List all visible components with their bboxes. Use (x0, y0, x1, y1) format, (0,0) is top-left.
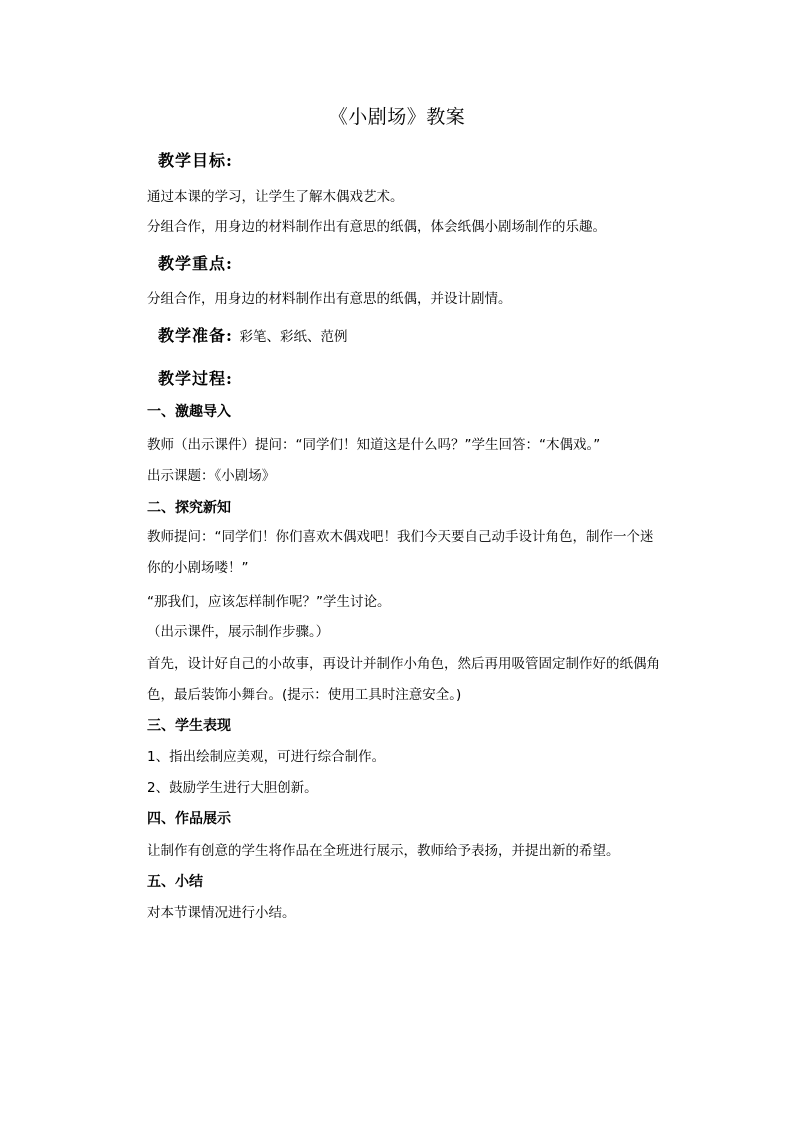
objectives-heading: 教学目标: (158, 151, 233, 170)
process-heading: 教学过程: (158, 369, 233, 388)
step-line: 2、鼓励学生进行大胆创新。 (147, 780, 318, 796)
preparation-heading: 教学准备: (158, 326, 233, 345)
preparation-content: 彩笔、彩纸、范例 (239, 329, 348, 345)
step-heading: 四、作品展示 (147, 811, 231, 827)
key-points-line: 分组合作，用身边的材料制作出有意思的纸偶，并设计剧情。 (147, 291, 512, 307)
key-points-heading: 教学重点: (158, 254, 233, 273)
step-line: 色，最后装饰小舞台。(提示：使用工具时注意安全。) (147, 687, 462, 703)
step-line: 出示课题：《小剧场》 (147, 468, 276, 484)
document-title: 《小剧场》教案 (328, 106, 466, 128)
objectives-line: 通过本课的学习，让学生了解木偶戏艺术。 (147, 189, 404, 205)
step-line: 教师提问：“同学们！你们喜欢木偶戏吧！我们今天要自己动手设计角色，制作一个迷 (147, 529, 654, 545)
step-line: 首先，设计好自己的小故事，再设计并制作小角色，然后再用吸管固定制作好的纸偶角 (147, 656, 660, 672)
step-line: 你的小剧场喽！” (147, 560, 249, 576)
objectives-line: 分组合作，用身边的材料制作出有意思的纸偶，体会纸偶小剧场制作的乐趣。 (147, 219, 606, 235)
step-line: “那我们，应该怎样制作呢？”学生讨论。 (147, 594, 391, 610)
step-line: 对本节课情况进行小结。 (147, 905, 296, 921)
step-heading: 一、激趣导入 (147, 404, 231, 420)
preparation-line (158, 325, 348, 348)
step-line: 1、指出绘制应美观，可进行综合制作。 (147, 749, 386, 765)
step-heading: 二、探究新知 (147, 500, 231, 516)
step-heading: 三、学生表现 (147, 718, 231, 734)
step-line: （出示课件，展示制作步骤。） (147, 624, 330, 640)
step-line: 让制作有创意的学生将作品在全班进行展示，教师给予表扬，并提出新的希望。 (147, 843, 620, 859)
step-heading: 五、小结 (147, 874, 203, 890)
step-line: 教师（出示课件）提问：“同学们！知道这是什么吗？”学生回答：“木偶戏。” (147, 437, 601, 453)
